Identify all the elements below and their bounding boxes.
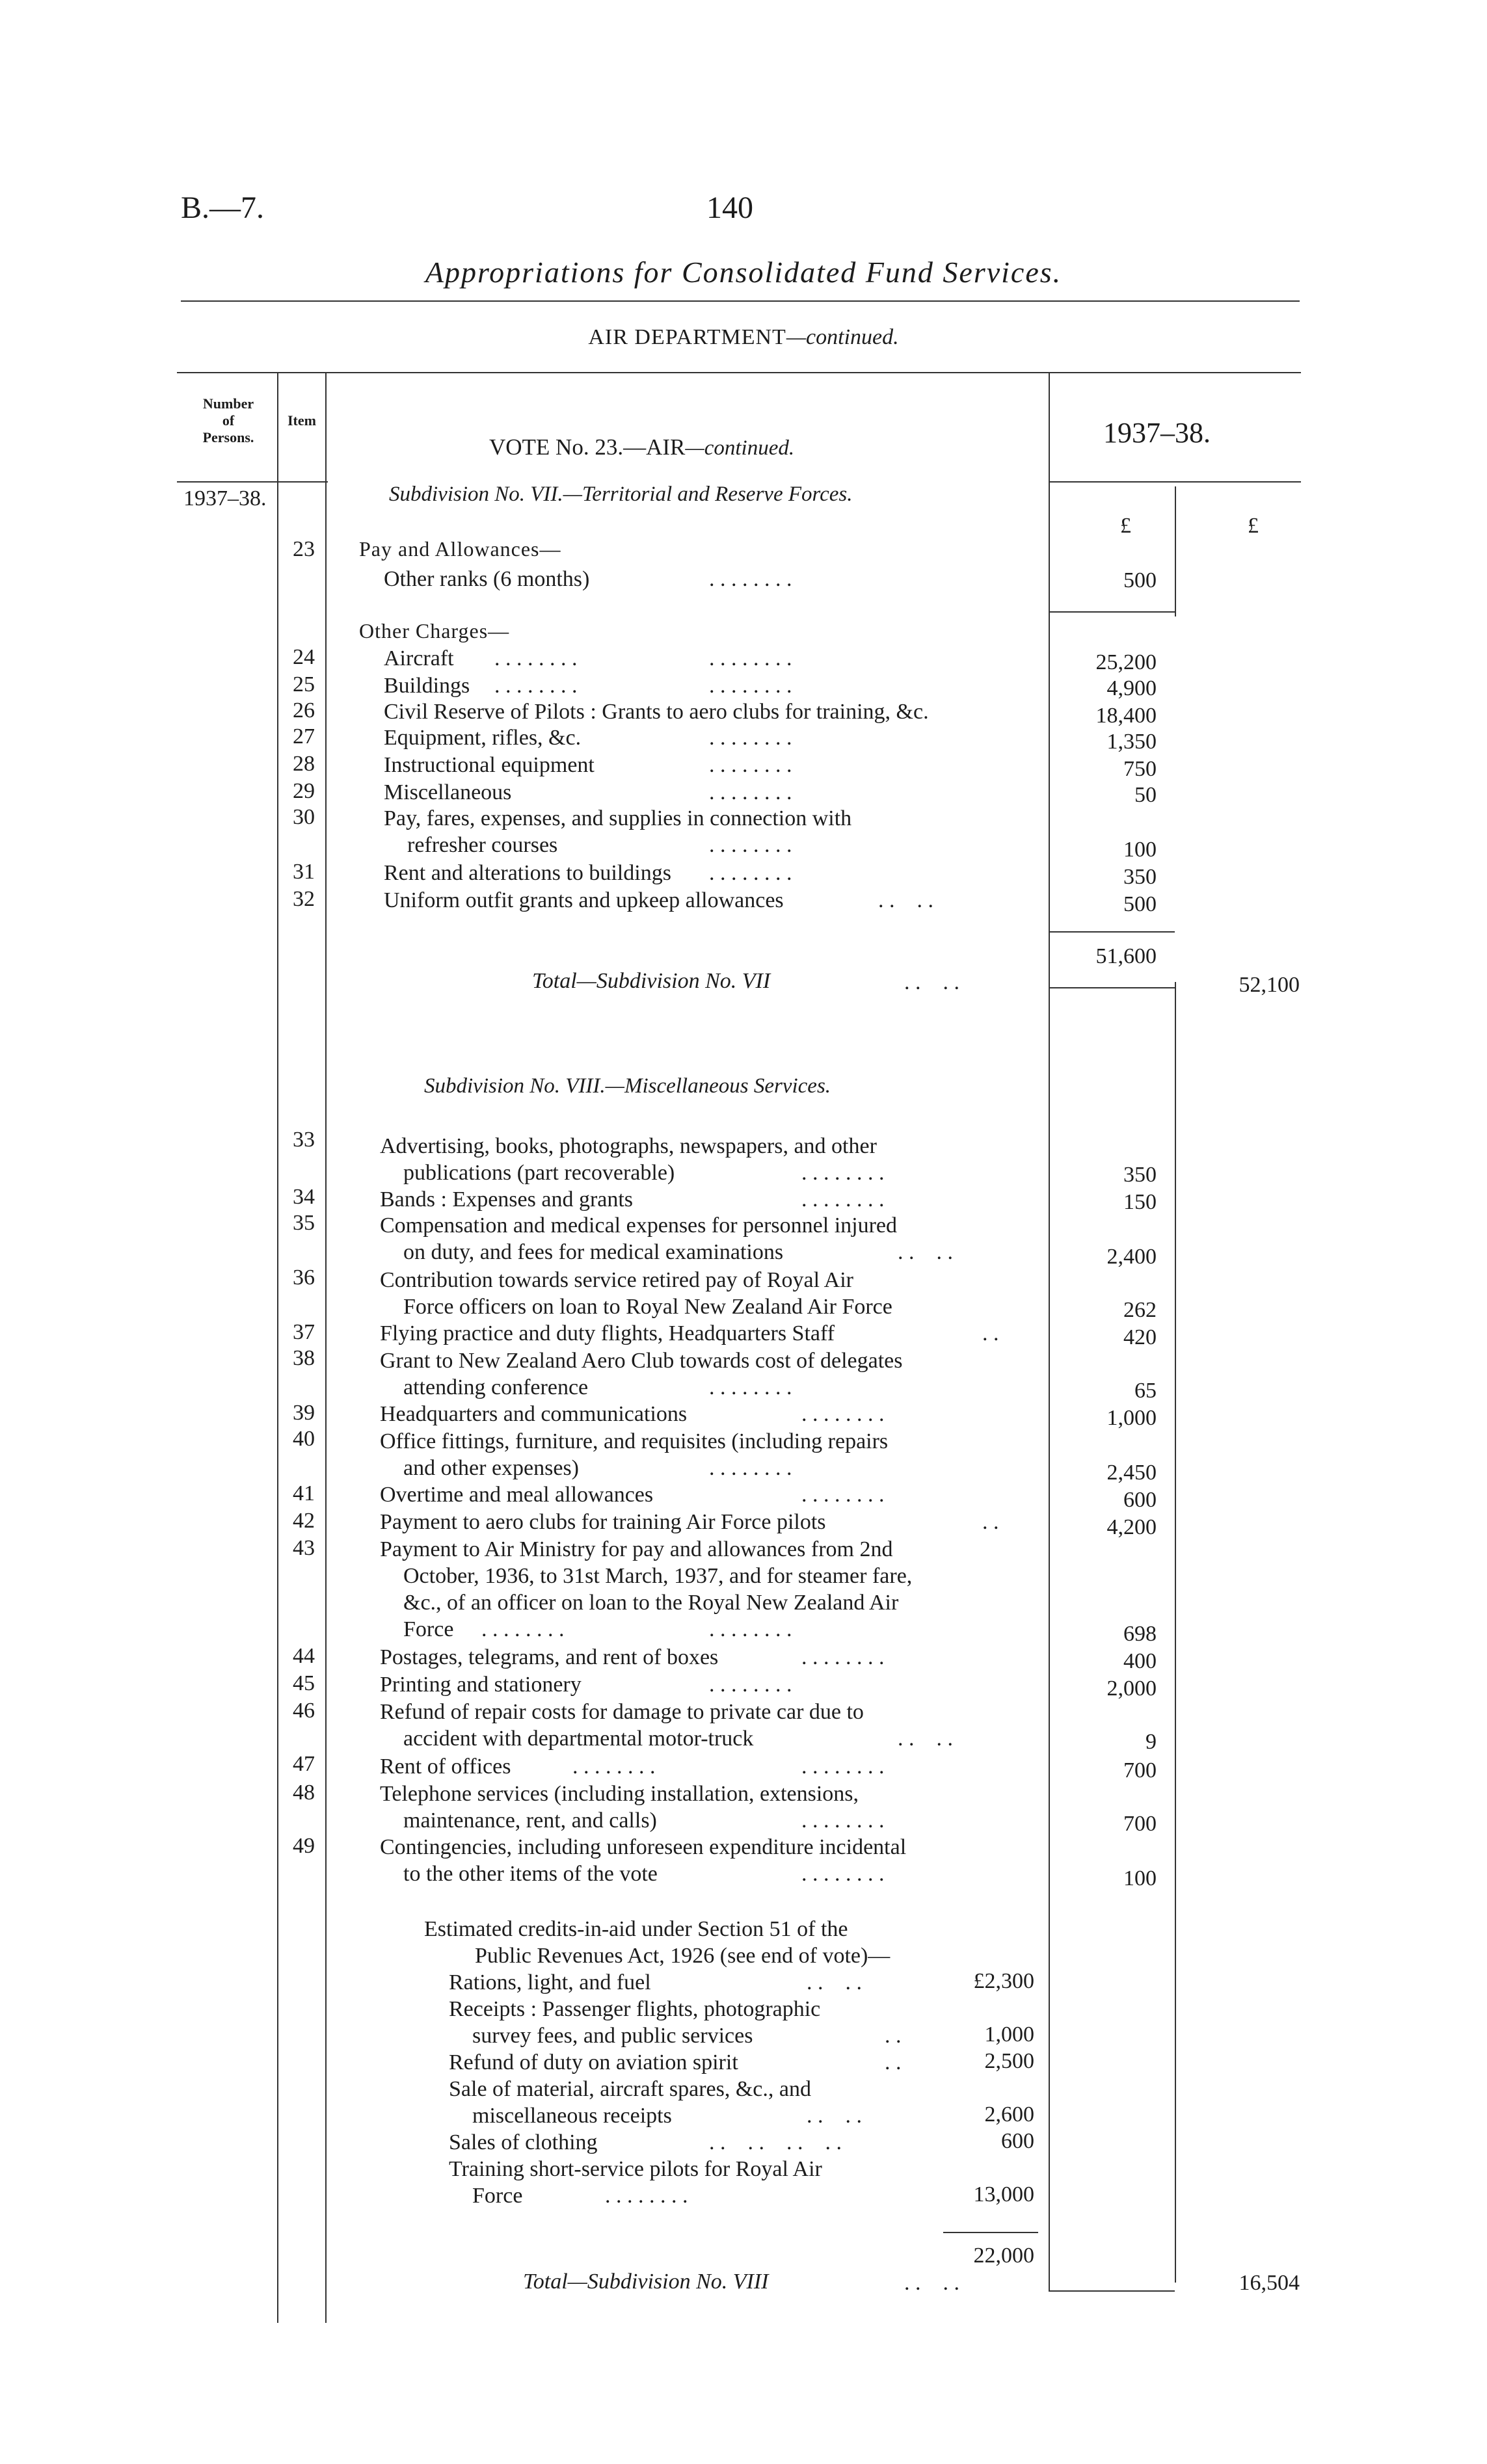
amount-rule bbox=[1049, 611, 1175, 613]
item-description: Miscellaneous bbox=[384, 780, 512, 804]
item-amount: 750 bbox=[1123, 757, 1157, 781]
group-heading-pay bbox=[359, 537, 561, 561]
title-rule bbox=[181, 300, 1300, 302]
credits-intro-line: Estimated credits-in-aid under Section 51 of the bbox=[424, 1917, 848, 1941]
dot-leader: . . . . . . . . bbox=[481, 1617, 565, 1641]
item-amount: 2,450 bbox=[1106, 1461, 1157, 1485]
item-number: 28 bbox=[293, 752, 315, 776]
item-amount: 350 bbox=[1123, 1163, 1157, 1187]
item-number: 42 bbox=[293, 1509, 315, 1533]
dot-leader: . . . . . . . . bbox=[801, 1808, 885, 1833]
credits-intro-line: Public Revenues Act, 1926 (see end of vote)— bbox=[475, 1944, 891, 1968]
sub7-amount-divider bbox=[1175, 486, 1176, 616]
group-heading-other bbox=[359, 619, 509, 643]
item-description bbox=[380, 1781, 859, 1834]
item-description: Headquarters and communications bbox=[380, 1402, 688, 1426]
item-number: 24 bbox=[293, 645, 315, 669]
item-description-line: and other expenses) bbox=[403, 1456, 580, 1480]
item-number: 46 bbox=[293, 1699, 315, 1723]
item-amount: 100 bbox=[1123, 838, 1157, 862]
item-amount: 420 bbox=[1123, 1325, 1157, 1349]
credit-line-text: Force bbox=[472, 2184, 523, 2208]
subdivision-7-total-label: Total—Subdivision No. VII bbox=[532, 969, 771, 993]
item-description-line: Refund of repair costs for damage to private car due to bbox=[380, 1700, 864, 1724]
credit-line-description: Rations, light, and fuel bbox=[449, 1970, 651, 1994]
item-number: 47 bbox=[293, 1752, 315, 1776]
table-top-rule bbox=[177, 372, 1301, 373]
item-number: 39 bbox=[293, 1401, 315, 1425]
credit-line-amount: 1,000 bbox=[984, 2022, 1034, 2047]
item-description-line: maintenance, rent, and calls) bbox=[403, 1808, 657, 1833]
dot-leader: . . . . . . . . bbox=[494, 646, 578, 670]
item-amount: 350 bbox=[1123, 865, 1157, 889]
credit-line-text: Sale of material, aircraft spares, &c., and bbox=[449, 2077, 811, 2101]
credit-line-text: Receipts : Passenger flights, photographic bbox=[449, 1997, 821, 2021]
dot-leader: . . . . . . . . bbox=[709, 1456, 792, 1480]
item-column-header: Item bbox=[288, 412, 316, 429]
item-number: 40 bbox=[293, 1427, 315, 1451]
item-number: 30 bbox=[293, 805, 315, 829]
subtotal-rule bbox=[1049, 931, 1175, 933]
dot-leader: . . . . . . . . bbox=[709, 1375, 792, 1399]
item-description-line: attending conference bbox=[403, 1375, 589, 1399]
item-amount: 500 bbox=[1123, 568, 1157, 592]
item-description bbox=[380, 1347, 902, 1401]
item-description: Instructional equipment bbox=[384, 753, 595, 777]
dot-leader: . . bbox=[982, 1510, 999, 1534]
item-description-line: refresher courses bbox=[407, 833, 558, 857]
vote-title-suffix: —continued. bbox=[685, 436, 795, 460]
sub8-amount-divider bbox=[1175, 982, 1176, 2283]
subdivision-7-subtotal: 51,600 bbox=[1095, 944, 1157, 968]
dot-leader: . . . . . . . . bbox=[709, 1617, 792, 1641]
item-amount: 1,000 bbox=[1106, 1406, 1157, 1430]
persons-header-rule bbox=[177, 481, 328, 483]
year-header-rule bbox=[1049, 481, 1301, 483]
item-description-line: Compensation and medical expenses for personnel injured bbox=[380, 1213, 897, 1238]
item-number: 34 bbox=[293, 1185, 315, 1209]
dot-leader: . . bbox=[885, 2024, 902, 2048]
item-amount: 262 bbox=[1123, 1298, 1157, 1322]
page-number: 140 bbox=[706, 191, 753, 225]
item-description-line: Grant to New Zealand Aero Club towards cost of delegates bbox=[380, 1349, 903, 1373]
item-description bbox=[380, 1212, 897, 1265]
dot-leader: . . . . bbox=[904, 2271, 959, 2295]
item-number: 31 bbox=[293, 860, 315, 884]
dot-leader: . . . . . . . . bbox=[801, 1862, 885, 1886]
subdivision-8-total-label: Total—Subdivision No. VIII bbox=[523, 2270, 769, 2294]
currency-symbol-totals: £ bbox=[1248, 514, 1259, 538]
item-amount: 4,900 bbox=[1106, 676, 1157, 700]
persons-label-3: Persons. bbox=[202, 429, 254, 445]
item-description bbox=[380, 1428, 888, 1481]
item-amount: 100 bbox=[1123, 1866, 1157, 1890]
item-description-line: Pay, fares, expenses, and supplies in connection with bbox=[384, 806, 852, 830]
item-number: 27 bbox=[293, 724, 315, 748]
item-description bbox=[380, 1267, 892, 1320]
item-description: Rent and alterations to buildings bbox=[384, 861, 671, 885]
vote-title bbox=[489, 434, 794, 460]
credit-line-text: miscellaneous receipts bbox=[472, 2104, 672, 2128]
item-description bbox=[380, 1536, 912, 1643]
credit-line-amount: 2,600 bbox=[984, 2102, 1034, 2126]
item-description: Aircraft bbox=[384, 646, 454, 670]
item-description-line: Force bbox=[403, 1617, 454, 1641]
item-description: Rent of offices bbox=[380, 1755, 511, 1779]
dot-leader: . . bbox=[885, 2050, 902, 2074]
item-number: 38 bbox=[293, 1346, 315, 1370]
subtotal-rule bbox=[1049, 2290, 1175, 2292]
document-code: B.—7. bbox=[181, 191, 265, 225]
department-suffix: —continued. bbox=[786, 325, 899, 349]
dot-leader: . . . . bbox=[898, 1240, 953, 1264]
item-number: 26 bbox=[293, 698, 315, 722]
credit-line-description: Sales of clothing bbox=[449, 2130, 598, 2154]
item-description: Payment to aero clubs for training Air Force pilots bbox=[380, 1510, 826, 1534]
dot-leader: . . bbox=[982, 1321, 999, 1345]
dot-leader: . . . . . . . . bbox=[801, 1755, 885, 1779]
dot-leader: . . . . . . . . bbox=[801, 1402, 885, 1426]
vote-title-main: VOTE No. 23.—AIR bbox=[489, 434, 686, 460]
item-description-line: Advertising, books, photographs, newspapers, and other bbox=[380, 1134, 877, 1158]
item-description-line: Contribution towards service retired pay of Royal Air bbox=[380, 1268, 853, 1292]
dot-leader: . . . . . . . . bbox=[709, 674, 792, 698]
item-description: Other ranks (6 months) bbox=[384, 567, 590, 591]
currency-symbol-items: £ bbox=[1120, 514, 1131, 538]
item-description: Equipment, rifles, &c. bbox=[384, 726, 582, 750]
department-name: AIR DEPARTMENT bbox=[588, 325, 786, 349]
item-amount: 18,400 bbox=[1095, 704, 1157, 728]
item-number: 32 bbox=[293, 887, 315, 911]
item-number: 41 bbox=[293, 1481, 315, 1505]
credit-line-text: survey fees, and public services bbox=[472, 2024, 753, 2048]
credit-line-amount: 600 bbox=[1001, 2129, 1034, 2153]
persons-label-1: Number bbox=[202, 395, 254, 412]
item-description-line: Force officers on loan to Royal New Zealand Air Force bbox=[403, 1295, 892, 1319]
subtotal-rule bbox=[1049, 987, 1175, 988]
item-description-line: October, 1936, to 31st March, 1937, and for steamer fare, bbox=[403, 1564, 913, 1588]
item-amount: 500 bbox=[1123, 892, 1157, 916]
dot-leader: . . . . . . . . bbox=[605, 2184, 688, 2208]
dot-leader: . . . . . . . . bbox=[709, 833, 792, 857]
item-description-line: on duty, and fees for medical examinations bbox=[403, 1240, 784, 1264]
item-amount: 4,200 bbox=[1106, 1515, 1157, 1539]
item-number: 49 bbox=[293, 1834, 315, 1858]
item-description-line: publications (part recoverable) bbox=[403, 1161, 675, 1185]
dot-leader: . . . . . . . . bbox=[709, 567, 792, 591]
item-description: Bands : Expenses and grants bbox=[380, 1187, 634, 1212]
item-description: Overtime and meal allowances bbox=[380, 1483, 654, 1507]
page-title: Appropriations for Consolidated Fund Services. bbox=[425, 256, 1062, 289]
dot-leader: . . . . . . . . bbox=[494, 674, 578, 698]
dot-leader: . . . . . . . . bbox=[572, 1755, 656, 1779]
item-amount: 698 bbox=[1123, 1622, 1157, 1646]
item-description: Civil Reserve of Pilots : Grants to aero clubs for training, &c. bbox=[384, 700, 929, 724]
subdivision-8-heading: Subdivision No. VIII.—Miscellaneous Services. bbox=[424, 1074, 831, 1098]
item-amount: 50 bbox=[1134, 783, 1157, 807]
item-description: Uniform outfit grants and upkeep allowances bbox=[384, 888, 784, 912]
credit-line-amount: £2,300 bbox=[973, 1969, 1034, 1993]
item-amount: 9 bbox=[1145, 1730, 1157, 1754]
item-amount: 65 bbox=[1134, 1379, 1157, 1403]
group-heading-pay-text: Pay and Allowances— bbox=[359, 537, 561, 561]
credit-line-amount: 2,500 bbox=[984, 2049, 1034, 2073]
credit-line-description bbox=[449, 2076, 811, 2129]
item-number: 29 bbox=[293, 779, 315, 803]
dot-leader: . . . . . . . . bbox=[709, 2130, 842, 2154]
item-description: Postages, telegrams, and rent of boxes bbox=[380, 1645, 719, 1669]
subdivision-8-total: 16,504 bbox=[1239, 2271, 1300, 2295]
item-number: 33 bbox=[293, 1128, 315, 1152]
item-description: Buildings bbox=[384, 674, 470, 698]
credit-line-description: Refund of duty on aviation spirit bbox=[449, 2050, 738, 2074]
dot-leader: . . . . . . . . bbox=[709, 861, 792, 885]
dot-leader: . . . . . . . . bbox=[801, 1483, 885, 1507]
item-number: 44 bbox=[293, 1644, 315, 1668]
dot-leader: . . . . . . . . bbox=[709, 646, 792, 670]
dot-leader: . . . . bbox=[807, 2104, 862, 2128]
persons-label-2: of bbox=[222, 412, 235, 429]
item-description-line: to the other items of the vote bbox=[403, 1862, 658, 1886]
item-amount: 400 bbox=[1123, 1649, 1157, 1673]
dot-leader: . . . . bbox=[807, 1970, 862, 1994]
item-number: 43 bbox=[293, 1536, 315, 1560]
item-number: 37 bbox=[293, 1320, 315, 1344]
dot-leader: . . . . . . . . bbox=[709, 726, 792, 750]
item-description-line: Telephone services (including installation, extensions, bbox=[380, 1782, 859, 1806]
dot-leader: . . . . . . . . bbox=[801, 1187, 885, 1212]
dot-leader: . . . . . . . . bbox=[709, 780, 792, 804]
subdivision-7-total: 52,100 bbox=[1239, 973, 1300, 997]
item-amount: 2,000 bbox=[1106, 1676, 1157, 1701]
item-number: 35 bbox=[293, 1211, 315, 1235]
dot-leader: . . . . bbox=[898, 1727, 953, 1751]
credit-line-text: Training short-service pilots for Royal Air bbox=[449, 2157, 822, 2181]
item-amount: 600 bbox=[1123, 1488, 1157, 1512]
item-number: 36 bbox=[293, 1265, 315, 1290]
item-description-line: Office fittings, furniture, and requisites (including repairs bbox=[380, 1429, 889, 1453]
group-heading-other-text: Other Charges— bbox=[359, 619, 510, 642]
item-number: 48 bbox=[293, 1781, 315, 1805]
item-number: 25 bbox=[293, 672, 315, 696]
item-description-line: &c., of an officer on loan to the Royal New Zealand Air bbox=[403, 1591, 899, 1615]
item-number: 23 bbox=[293, 537, 315, 561]
credit-line-amount: 13,000 bbox=[973, 2182, 1034, 2206]
item-description-line: Payment to Air Ministry for pay and allowances from 2nd bbox=[380, 1537, 893, 1561]
dot-leader: . . . . . . . . bbox=[801, 1161, 885, 1185]
persons-year: 1937–38. bbox=[183, 486, 267, 510]
dot-leader: . . . . . . . . bbox=[709, 753, 792, 777]
item-amount: 700 bbox=[1123, 1758, 1157, 1782]
dot-leader: . . . . . . . . bbox=[709, 1673, 792, 1697]
credits-total-rule bbox=[943, 2232, 1038, 2233]
credit-line-description bbox=[449, 1996, 820, 2049]
item-number: 45 bbox=[293, 1671, 315, 1695]
item-description: Printing and stationery bbox=[380, 1673, 582, 1697]
amount-column-divider bbox=[1049, 372, 1050, 2290]
item-amount: 2,400 bbox=[1106, 1245, 1157, 1269]
year-column-header: 1937–38. bbox=[1103, 417, 1211, 449]
persons-column-header bbox=[180, 395, 277, 446]
dot-leader: . . . . bbox=[878, 888, 933, 912]
item-column-divider bbox=[325, 372, 327, 2323]
item-amount: 700 bbox=[1123, 1812, 1157, 1836]
item-amount: 1,350 bbox=[1106, 730, 1157, 754]
credits-total: 22,000 bbox=[973, 2244, 1034, 2268]
item-amount: 25,200 bbox=[1095, 650, 1157, 674]
item-description-line: accident with departmental motor-truck bbox=[403, 1727, 754, 1751]
item-description: Flying practice and duty flights, Headquarters Staff bbox=[380, 1321, 835, 1345]
dot-leader: . . . . . . . . bbox=[801, 1645, 885, 1669]
subdivision-7-heading: Subdivision No. VII.—Territorial and Reserve Forces. bbox=[389, 483, 853, 506]
dot-leader: . . . . bbox=[904, 970, 959, 994]
item-description-line: Contingencies, including unforeseen expenditure incidental bbox=[380, 1835, 907, 1859]
item-amount: 150 bbox=[1123, 1190, 1157, 1214]
department-heading bbox=[0, 325, 1487, 350]
item-description bbox=[380, 1699, 864, 1752]
